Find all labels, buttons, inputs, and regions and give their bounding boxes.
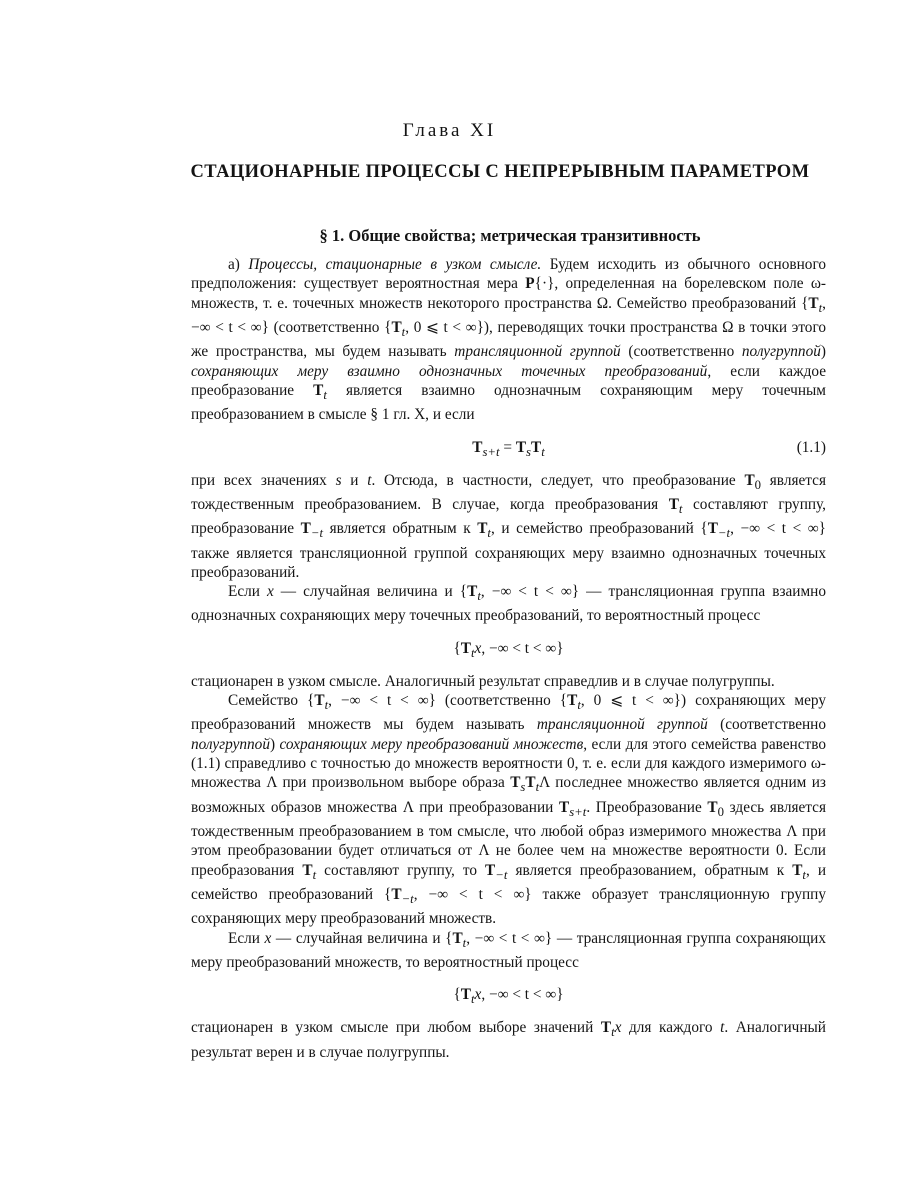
chapter-heading: Глава XI (402, 120, 497, 141)
equation-process-2: {$T_tx$, −∞ < t < ∞} (453, 986, 564, 1007)
paragraph-1: а) Процессы, стационарные в узком смысле. Будем исходить из обычного основного предположения: существует вероятностная мера P{·}, определенная на борелевском поле ω-множеств, т. е. точечных множеств некоторого пространства Ω. Семейство преобразований {$T_t$, −∞ < t < ∞} (соответственно {$T_t$, 0 ⩽ t < ∞}), переводящих точки пространства Ω в точки этого же пространства, мы будем называть трансляционной группой (соответственно полугруппой) сохраняющих меру взаимно однозначных точечных преобразований, если каждое преобразование $T_t$ является взаимно однозначным сохраняющим меру точечным преобразованием в смысле § 1 гл. X, и если (191, 256, 827, 424)
equation-expression: $T_{s+t} = T_sT_t$ (472, 438, 545, 459)
paragraph-6: Если x — случайная величина и {$T_t$, −∞ < t < ∞} — трансляционная группа сохраняющих меру преобразований множеств, то вероятностный процесс (191, 929, 826, 971)
equation-number: (1.1) (796, 438, 826, 456)
paragraph-4: стационарен в узком смысле. Аналогичный результат справедлив и в случае полугруппы. (191, 672, 775, 690)
equation-1-1 (191, 425, 826, 471)
paragraph-7: стационарен в узком смысле при любом выборе значений $T_tx$ для каждого t. Аналогичный результат верен и в случае полугруппы. (191, 1019, 826, 1061)
paragraph-3: Если x — случайная величина и {$T_t$, −∞ < t < ∞} — трансляционная группа взаимно однозначных сохраняющих меру точечных преобразований, то вероятностный процесс (191, 583, 826, 625)
paragraph-5: Семейство {$T_t$, −∞ < t < ∞} (соответственно {$T_t$, 0 ⩽ t < ∞}) сохраняющих меру преобразований множеств мы будем называть трансляционной группой (соответственно полугруппой) сохраняющих меру преобразований множеств, если для этого семейства равенство (1.1) справедливо с точностью до множеств вероятности 0, т. е. если для каждого измеримого ω-множества Λ при произвольном выборе образа $T_sT_t\Lambda$ последнее множество является одним из возможных образов множества Λ при преобразовании $T_{s+t}$. Преобразование $T_0$ здесь является тождественным преобразованием в том смысле, что любой образ измеримого множества Λ при этом преобразовании будет отличаться от Λ не более чем на множестве вероятности 0. Если преобразования $T_t$ составляют группу, то $T_{-t}$ является преобразованием, обратным к $T_t$, и семейство преобразований {$T_{-t}$, −∞ < t < ∞} также образует трансляционную группу сохраняющих меру преобразований множеств. (191, 692, 827, 928)
paragraph-2: при всех значениях s и t. Отсюда, в частности, следует, что преобразование $T_0$ является тождественным преобразованием. В случае, когда преобразования $T_t$ составляют группу, преобразование $T_{-t}$ является обратным к $T_t$, и семейство преобразований {$T_{-t}$, −∞ < t < ∞} также является трансляционной группой сохраняющих меру взаимно однозначных точечных преобразований. (191, 471, 827, 581)
equation-process-1: {$T_tx$, −∞ < t < ∞} (453, 639, 564, 660)
section-heading: § 1. Общие свойства; метрическая транзитивность (319, 226, 701, 245)
body-text (191, 255, 826, 1062)
subsection-heading: Процессы, стационарные в узком смысле. (248, 256, 542, 273)
chapter-title: СТАЦИОНАРНЫЕ ПРОЦЕССЫ С НЕПРЕРЫВНЫМ ПАРАМЕТРОМ (190, 162, 810, 182)
term-translation-group: трансляционной группой (454, 343, 621, 361)
